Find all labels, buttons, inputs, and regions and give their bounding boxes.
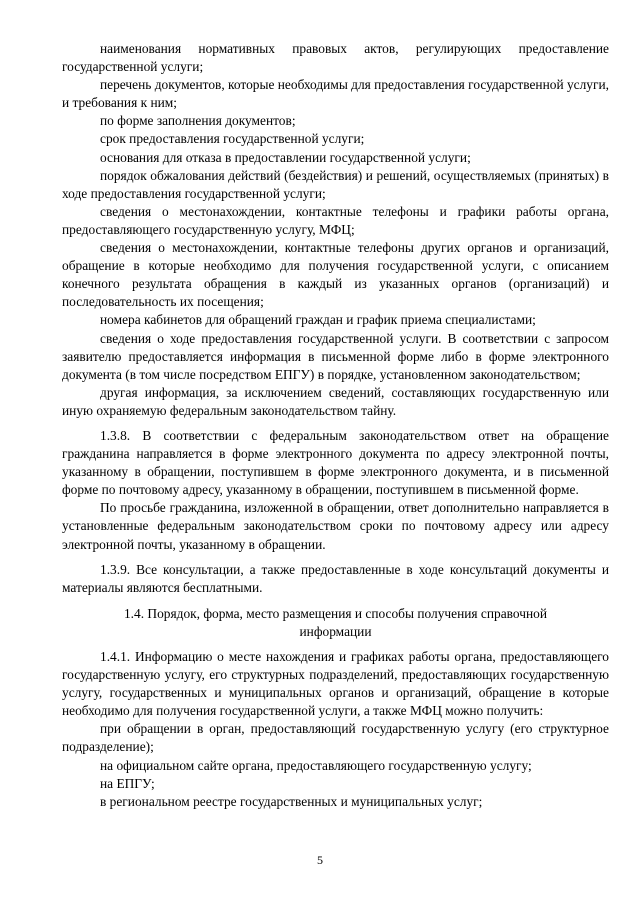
paragraph-regional-registry: в региональном реестре государственных и муниципальных услуг; xyxy=(100,793,483,809)
paragraph-service-progress: сведения о ходе предоставления государственной услуги. В соответствии с запросом заявителю предоставляется информация в письменной форме либо в форме электронного документа (в том числе посредством ЕПГУ) в порядке, установленном законодательством; xyxy=(62,330,609,382)
paragraph-normative-acts: наименования нормативных правовых актов, регулирующих предоставление государственной услуги; xyxy=(62,41,609,75)
section-heading-1-4: 1.4. Порядок, форма, место размещения и способы получения справочной информации xyxy=(123,605,548,639)
paragraph-documents-list: перечень документов, которые необходимы для предоставления государственной услуги, и требования к ним; xyxy=(62,77,609,111)
paragraph-1-3-8: 1.3.8. В соответствии с федеральным законодательством ответ на обращение гражданина направляется в форме электронного документа по адресу электронной почты, указанному в обращении, поступившем в форме электронного документа, и в письменной форме по почтовому адресу, указанному в обращении, поступившем в письменной форме. xyxy=(62,427,609,498)
document-body xyxy=(62,40,609,811)
paragraph-in-person: при обращении в орган, предоставляющий государственную услугу (его структурное подразделение); xyxy=(62,721,609,755)
paragraph-form-filling: по форме заполнения документов; xyxy=(100,113,296,129)
paragraph-citizen-request: По просьбе гражданина, изложенной в обращении, ответ дополнительно направляется в установленные федеральным законодательством сроки по почтовому адресу или адресу электронной почты, указанному в обращении. xyxy=(62,500,609,552)
paragraph-epgu: на ЕПГУ; xyxy=(100,775,155,791)
paragraph-location-info: сведения о местонахождении, контактные телефоны и графики работы органа, предоставляющего государственную услугу, МФЦ; xyxy=(62,203,609,237)
paragraph-1-3-9: 1.3.9. Все консультации, а также предоставленные в ходе консультаций документы и материалы являются бесплатными. xyxy=(62,561,609,595)
page-number: 5 xyxy=(317,853,323,867)
paragraph-other-organs: сведения о местонахождении, контактные телефоны других органов и организаций, обращение в которые необходимо для получения государственной услуги, с описанием конечного результата обращения в каждый из указанных органов (организаций) и последовательность их посещения; xyxy=(62,240,609,310)
paragraph-official-site: на официальном сайте органа, предоставляющего государственную услугу; xyxy=(100,757,532,773)
paragraph-refusal-grounds: основания для отказа в предоставлении государственной услуги; xyxy=(100,149,471,165)
paragraph-1-4-1: 1.4.1. Информацию о месте нахождения и графиках работы органа, предоставляющего государственную услугу, его структурных подразделений, предоставляющих государственную услугу, государственных и муниципальных органов и организаций, обращение в которые необходимо для получения государственной услуги, а также МФЦ можно получить: xyxy=(62,649,609,719)
paragraph-service-term: срок предоставления государственной услуги; xyxy=(100,131,365,147)
paragraph-other-info: другая информация, за исключением сведений, составляющих государственную или иную охраняемую федеральным законодательством тайну. xyxy=(62,384,609,418)
paragraph-appeal-procedure: порядок обжалования действий (бездействия) и решений, осуществляемых (принятых) в ходе предоставления государственной услуги; xyxy=(62,167,609,201)
paragraph-office-numbers: номера кабинетов для обращений граждан и график приема специалистами; xyxy=(100,312,536,328)
